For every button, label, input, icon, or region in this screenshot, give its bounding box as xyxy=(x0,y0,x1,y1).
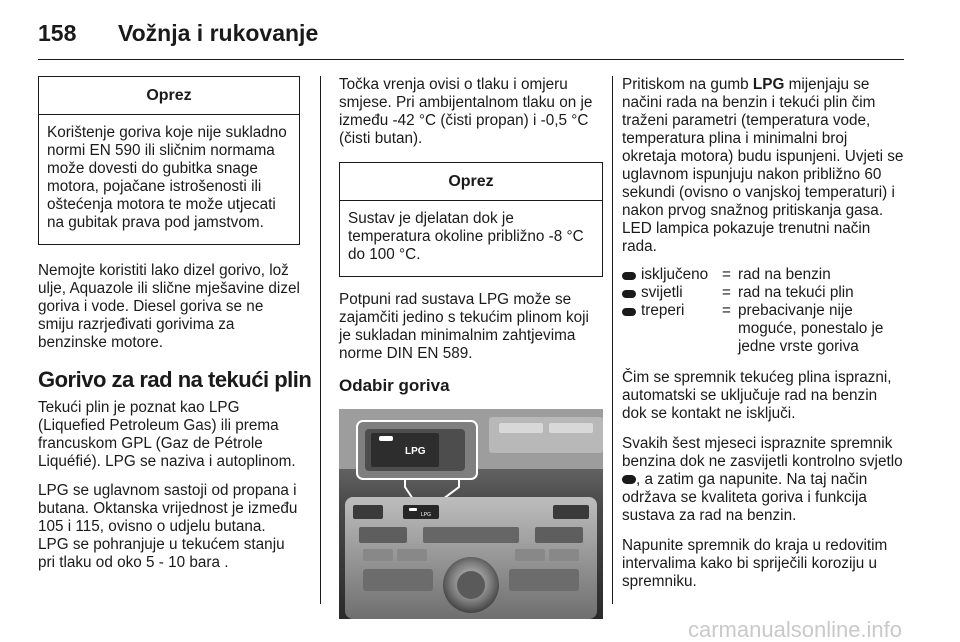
paragraph-tank-empty: Čim se spremnik tekućeg plina isprazni, automatski se uključuje rad na benzin dok se kontakt ne isključi. xyxy=(622,369,892,422)
led-state-row: treperi = prebacivanje nije moguće, ponestalo je jedne vrste goriva xyxy=(622,302,904,356)
control-light-icon xyxy=(622,475,636,484)
led-state-row: isključeno = rad na benzin xyxy=(622,266,904,284)
column-middle xyxy=(339,76,603,619)
dashboard-photo-illustration xyxy=(339,409,603,619)
section-heading: Gorivo za rad na tekući plin xyxy=(38,367,312,392)
caution-heading: Oprez xyxy=(340,163,602,201)
paragraph-diesel: Nemojte koristiti lako dizel gorivo, lož ulje, Aquazole ili slične mješavine dizel goriva i vode. Diesel goriva se ne smiju razrjeđivati gorivima za benzinske motore. xyxy=(38,262,300,351)
caution-text: Sustav je djelatan dok je temperatura okoline približno -8 °C do 100 °C. xyxy=(348,210,584,263)
caution-box xyxy=(38,76,300,245)
watermark: carmanualsonline.info xyxy=(688,617,903,642)
lpg-button-term: LPG xyxy=(752,76,785,93)
caution-text: Korištenje goriva koje nije sukladno normi EN 590 ili sličnim normama može dovesti do gubitka snage motora, pojačane istrošenosti ili oštećenja motora te može utjecati na gubitak prava pod jamstvom. xyxy=(47,124,287,231)
subheading-fuel-selection: Odabir goriva xyxy=(339,376,450,395)
column-divider xyxy=(612,76,613,604)
page-title: Vožnja i rukovanje xyxy=(118,20,319,46)
paragraph-lpg-intro: Tekući plin je poznat kao LPG (Liquefied Petroleum Gas) ili prema francuskom GPL (Gaz de Pétrole Liquéfié). LPG se naziva i autoplinom. xyxy=(38,399,296,470)
paragraph-six-months: Svakih šest mjeseci ispraznite spremnik benzina dok ne zasvijetli kontrolno svjetlo , a zatim ga napunite. Na taj način održava se kvaliteta goriva i funkcija sustava za rad na benzin. xyxy=(622,435,903,524)
page-header xyxy=(38,18,904,58)
led-icon xyxy=(622,272,636,280)
led-icon xyxy=(622,308,636,316)
dashboard-photo xyxy=(339,409,603,619)
paragraph-lpg-button: Pritiskom na gumb LPG mijenjaju se načini rada na benzin i tekući plin čim traženi parametri (temperatura vode, temperatura plina i minimalni broj okretaja motora) budu ispunjeni. Uvjeti se uglavnom ispunjuju nakon približno 60 sekundi (ovisno o vanjskoj temperaturi) i nakon prvog snažnog pritiskanja gasa. LED lampica pokazuje trenutni način rada. xyxy=(622,76,904,255)
lpg-button-label-small: LPG xyxy=(421,512,432,518)
column-divider xyxy=(320,76,321,604)
caution-heading: Oprez xyxy=(39,77,299,115)
led-icon xyxy=(622,290,636,298)
caution-box xyxy=(339,162,603,277)
led-state-row: svijetli = rad na tekući plin xyxy=(622,284,904,302)
paragraph-full-function: Potpuni rad sustava LPG može se zajamčiti jedino s tekućim plinom koji je sukladan minimalnim zahtjevima norme DIN EN 589. xyxy=(339,291,589,362)
page-number: 158 xyxy=(38,20,77,46)
paragraph-boiling: Točka vrenja ovisi o tlaku i omjeru smjese. Pri ambijentalnom tlaku on je između -42 °C (čisti propan) i -0,5 °C (čisti butan). xyxy=(339,76,593,147)
column-left xyxy=(38,76,312,572)
paragraph-fill-tank: Napunite spremnik do kraja u redovitim intervalima kako bi spriječili koroziju u spremniku. xyxy=(622,537,888,590)
paragraph-lpg-mix: LPG se uglavnom sastoji od propana i butana. Oktanska vrijednost je između 105 i 115, ovisno o udjelu butana. LPG se pohranjuje u tekućem stanju pri tlaku od oko 5 - 10 bara . xyxy=(38,482,298,571)
header-rule xyxy=(38,59,904,60)
lpg-button-label-large: LPG xyxy=(405,446,426,457)
column-right xyxy=(622,76,904,591)
led-state-list xyxy=(622,266,904,356)
